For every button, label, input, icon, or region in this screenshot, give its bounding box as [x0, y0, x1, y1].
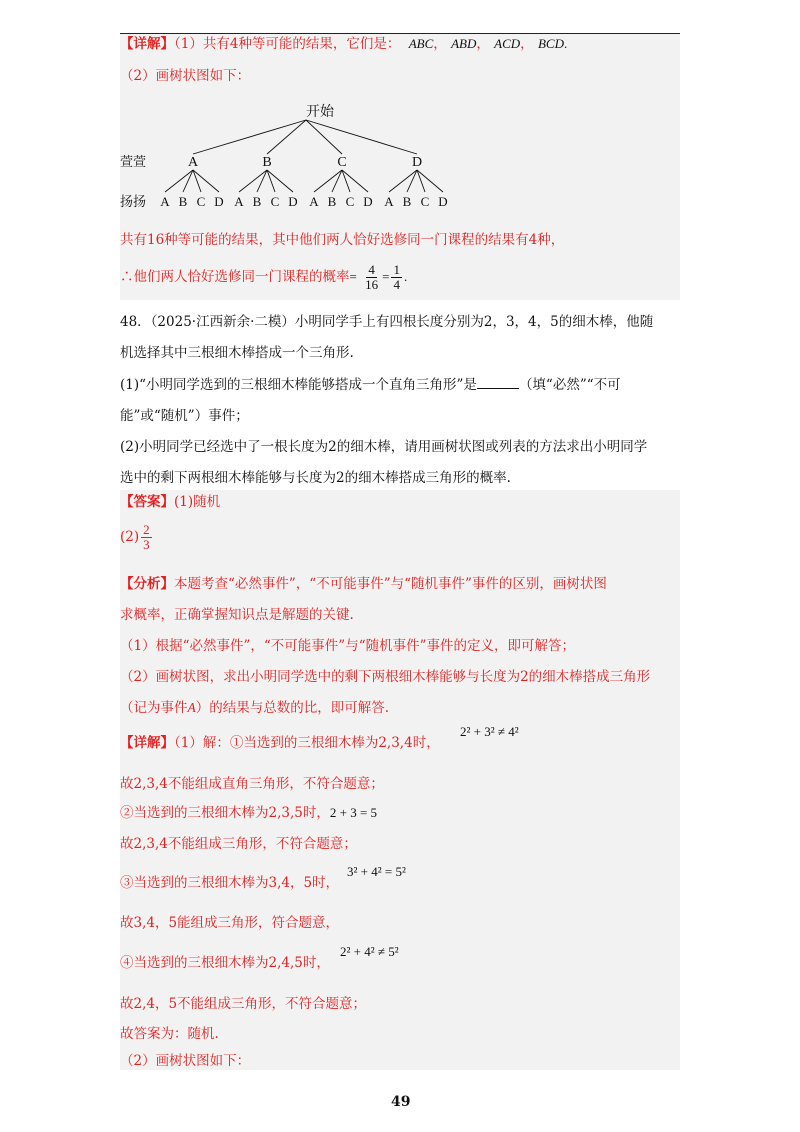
tree-node-level2: D: [363, 194, 373, 209]
tree-row1-label: 萱萱: [120, 154, 147, 169]
outcome-abc: ABC: [408, 36, 434, 51]
q48-line-5: (2)小明同学已经选中了一根长度为2的细木棒，请用画树状图或列表的方法求出小明同学: [120, 439, 648, 455]
tree-node-level2: A: [160, 194, 170, 209]
tree-branch: [314, 170, 342, 192]
equals-sign: =: [382, 269, 390, 284]
outcome-bcd: BCD: [537, 36, 564, 51]
detail2-line-9: 故答案为：随机.: [120, 1026, 219, 1042]
tree-branch: [267, 120, 306, 154]
tree-branch: [389, 170, 417, 192]
math-3: 3² + 4² = 5²: [347, 864, 406, 879]
tree-branch: [165, 170, 193, 192]
q48-line-3: [120, 374, 621, 395]
tree-branch: [407, 170, 417, 192]
detail2-line-7: ④当选到的三根细木棒为2,4,5时，: [120, 955, 330, 971]
analysis-line-2: 求概率，正确掌握知识点是解题的关键.: [120, 607, 354, 623]
detail2-line-8: 故2,4，5不能组成三角形，不符合题意；: [120, 996, 367, 1012]
analysis-text-1: 本题考查“必然事件”，“不可能事件”与“随机事件”事件的区别，画树状图: [174, 576, 607, 592]
tree-branch: [239, 170, 267, 192]
answer-part2-prefix: (2): [120, 529, 140, 545]
q48-line-6: 选中的剩下两根细木棒能够与长度为2的细木棒搭成三角形的概率.: [120, 470, 511, 486]
outcome-abd: ABD: [451, 36, 477, 51]
outcome-acd: ACD: [494, 36, 521, 51]
answer-part1: (1)随机: [174, 494, 221, 510]
analysis-text-5b: ）的结果与总数的比，即可解答.: [195, 700, 390, 716]
tree-node-level2: D: [214, 194, 224, 209]
tree-node-level2: C: [196, 194, 206, 209]
event-variable: A: [187, 700, 196, 715]
analysis-line-1: [120, 574, 607, 594]
tree-node-level2: A: [309, 194, 319, 209]
tree-level2: [160, 194, 447, 209]
frac-den: 3: [143, 537, 150, 552]
frac-num: 4: [368, 262, 375, 277]
math-2: 2 + 3 = 5: [329, 805, 378, 820]
detail2-line-6: 故3,4，5能组成三角形，符合题意，: [120, 915, 340, 931]
period: .: [403, 269, 408, 284]
tree-branch: [183, 170, 193, 192]
tree-node-level2: B: [252, 194, 262, 209]
tree-node-level2: C: [420, 194, 430, 209]
q48-part1-text: (1)“小明同学选到的三根细木棒能够搭成一个直角三角形”是: [120, 377, 477, 393]
tree-node-level2: C: [270, 194, 280, 209]
detail-line-1: 【详解】（1）共有4种等可能的结果，它们是： ABC， ABD， ACD， BCD.: [120, 36, 568, 52]
tree-node-level2: D: [438, 194, 448, 209]
detail2-line-4: 故2,3,4不能组成三角形，不符合题意；: [120, 836, 357, 852]
tree-node-level1: D: [411, 155, 423, 170]
detail2-line-5: ③当选到的三根细木棒为3,4，5时，: [120, 875, 340, 891]
analysis-text-5a: （记为事件: [120, 700, 188, 716]
detail2-line-1: [120, 733, 440, 753]
detail2-line-10: （2）画树状图如下：: [120, 1053, 251, 1069]
q48-line-2: 机选择其中三根细木棒搭成一个三角形.: [120, 345, 354, 361]
analysis-line-3: （1）根据“必然事件”，“不可能事件”与“随机事件”事件的定义，即可解答；: [120, 638, 575, 654]
frac-num: 1: [393, 262, 400, 277]
math-1: 2² + 3² ≠ 4²: [460, 724, 519, 739]
detail2-line-3: [120, 803, 377, 823]
frac-den: 16: [365, 277, 379, 292]
tree-node-level1: B: [262, 155, 272, 170]
tree-branch: [306, 120, 417, 154]
answer-fraction: [141, 523, 152, 552]
q48-line-4: 能”或“随机”）事件；: [120, 408, 249, 424]
page-number: 49: [391, 1094, 411, 1110]
frac-den: 4: [393, 277, 400, 292]
tree-node-level1: A: [187, 155, 199, 170]
detail2-line-2: 故2,3,4不能组成直角三角形，不符合题意；: [120, 776, 384, 792]
tree-diagram-1: [120, 98, 680, 218]
fraction-4-16: [363, 263, 380, 292]
math-4: 2² + 4² ≠ 5²: [340, 944, 399, 959]
tree-branch: [332, 170, 342, 192]
answer-line-2: [120, 522, 154, 552]
answer-tag: 【答案】: [120, 494, 174, 510]
fraction-1-4: [391, 263, 402, 292]
tree-node-level2: C: [345, 194, 355, 209]
equals-sign: =: [349, 269, 357, 284]
detail-line-2: （2）画树状图如下：: [120, 68, 251, 84]
tree-row2-label: 扬扬: [120, 194, 147, 209]
tree-level1: [188, 155, 422, 170]
tree-node-level2: B: [178, 194, 188, 209]
answer-line-1: [120, 492, 220, 512]
q48-part1-hint: （填“必然”“不可: [518, 377, 621, 393]
detail2-text-3: ②当选到的三根细木棒为2,3,5时，: [120, 805, 330, 821]
tree-root: 开始: [306, 105, 334, 120]
tree-branch: [193, 120, 306, 154]
frac-num: 2: [143, 522, 150, 537]
tree-node-level2: A: [234, 194, 244, 209]
tree-branch: [257, 170, 267, 192]
tree-node-level2: B: [327, 194, 337, 209]
tree-branches: [165, 120, 443, 192]
tree-node-level1: C: [337, 155, 347, 170]
analysis-line-4: （2）画树状图，求出小明同学选中的剩下两根细木棒能够与长度为2的细木棒搭成三角形: [120, 669, 651, 685]
probability-line: [120, 262, 407, 292]
tree-node-level2: A: [384, 194, 394, 209]
period: .: [563, 36, 568, 51]
detail-text: （1）共有4种等可能的结果，它们是：: [174, 36, 401, 52]
analysis-line-5: [120, 698, 389, 718]
result-line: 共有16种等可能的结果，其中他们两人恰好选修同一门课程的结果有4种，: [120, 232, 565, 248]
probability-text: ∴他们两人恰好选修同一门课程的概率: [120, 269, 350, 285]
detail-tag: 【详解】: [120, 36, 174, 52]
tree-node-level2: D: [288, 194, 298, 209]
tree-node-level2: B: [402, 194, 412, 209]
answer-blank: [477, 374, 519, 389]
q48-line-1: 48．（2025·江西新余·二模）小明同学手上有四根长度分别为2，3，4，5的细木棒，他随: [120, 314, 654, 330]
detail2-text-1: （1）解：①当选到的三根细木棒为2,3,4时，: [174, 735, 440, 751]
analysis-tag: 【分析】: [120, 576, 174, 592]
detail2-tag: 【详解】: [120, 735, 174, 751]
